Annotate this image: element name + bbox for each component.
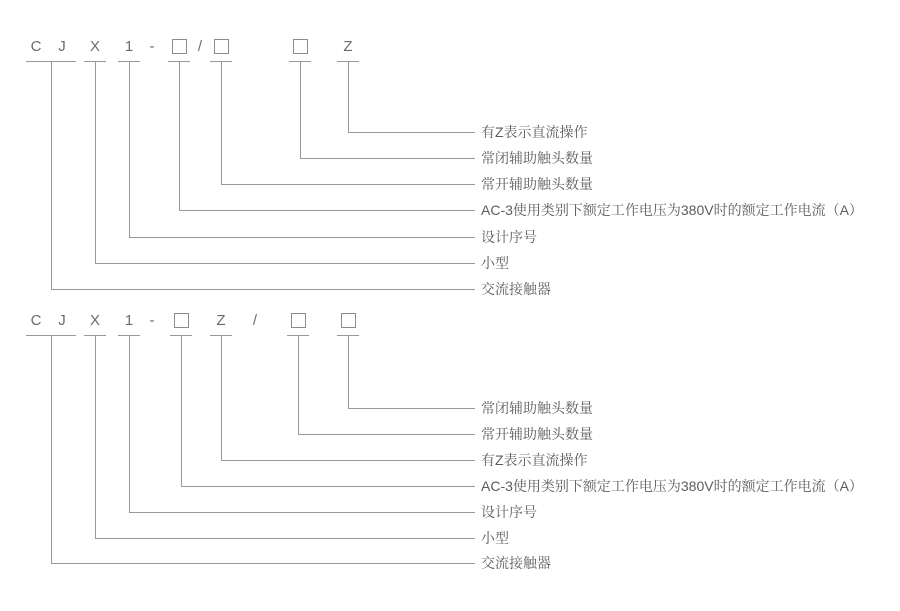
code-box-nc-contacts [293,39,308,54]
code-char-c: C [30,38,42,55]
code-box-no-contacts [291,313,306,328]
code-box-rated-current [172,39,187,54]
connector-ac-contactor [51,62,475,290]
code-char-serial: 1 [124,38,134,55]
label-no-contacts: 常开辅助触头数量 [481,176,593,192]
code-box-nc-contacts [341,313,356,328]
label-ac-contactor: 交流接触器 [481,281,551,297]
code-char-x: X [89,312,100,329]
code-char-j: J [58,312,66,329]
label-rated-current: AC-3使用类别下额定工作电压为380V时的额定工作电流（A） [481,478,863,494]
label-small-type: 小型 [481,255,509,271]
code-char-j: J [58,38,66,55]
code-char-z: Z [343,38,353,55]
code-box-rated-current [174,313,189,328]
label-nc-contacts: 常闭辅助触头数量 [481,150,593,166]
code-char-slash: / [197,38,203,55]
label-ac-contactor: 交流接触器 [481,555,551,571]
code-char-x: X [89,38,100,55]
connector-ac-contactor [51,336,475,564]
code-char-c: C [30,312,42,329]
code-char-slash: / [252,312,258,329]
label-no-contacts: 常开辅助触头数量 [481,426,593,442]
code-char-dash: - [149,312,155,329]
label-design-serial: 设计序号 [481,229,537,245]
label-design-serial: 设计序号 [481,504,537,520]
label-rated-current: AC-3使用类别下额定工作电压为380V时的额定工作电流（A） [481,202,863,218]
label-nc-contacts: 常闭辅助触头数量 [481,400,593,416]
label-small-type: 小型 [481,530,509,546]
label-dc-operation: 有Z表示直流操作 [481,124,588,140]
label-dc-operation: 有Z表示直流操作 [481,452,588,468]
code-char-serial: 1 [124,312,134,329]
code-char-z: Z [216,312,226,329]
code-box-no-contacts [214,39,229,54]
code-char-dash: - [149,38,155,55]
